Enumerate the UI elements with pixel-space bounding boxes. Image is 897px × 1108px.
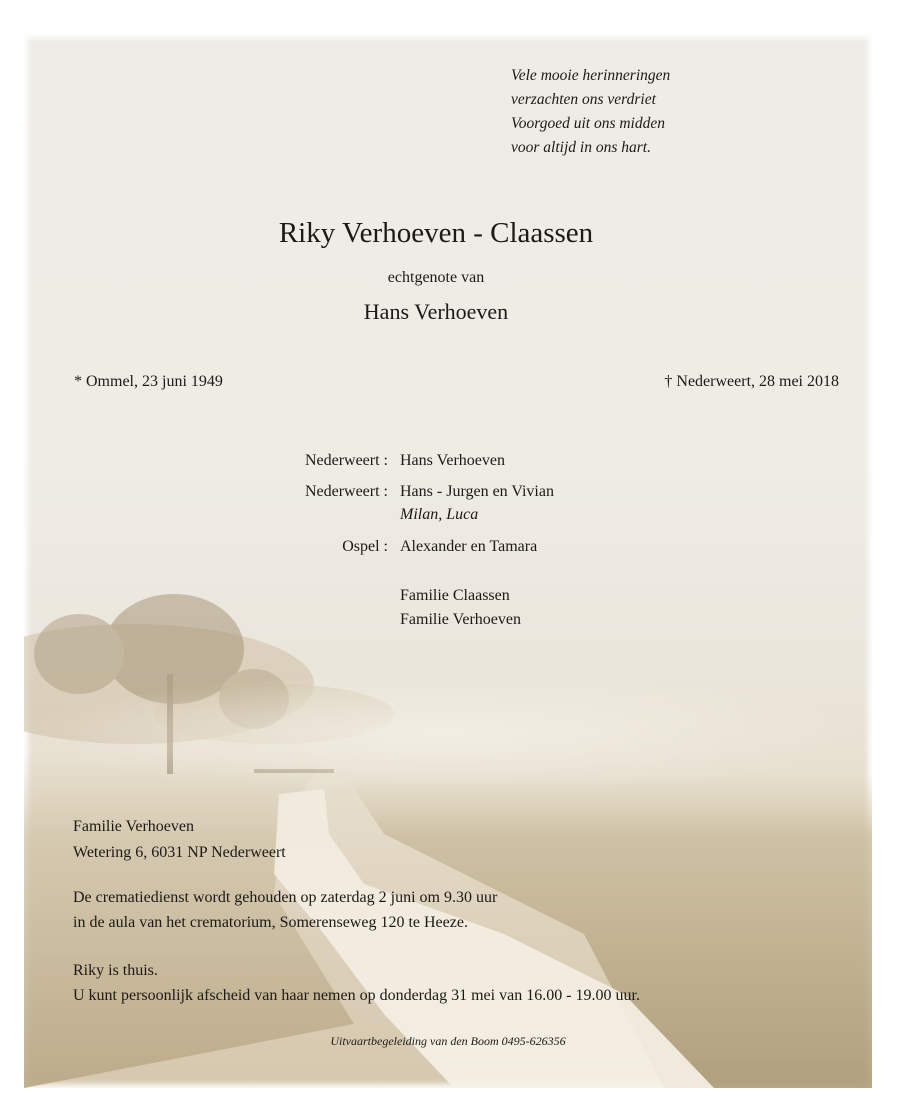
death-info: † Nederweert, 28 mei 2018 [664,373,839,390]
correspondence-name: Familie Verhoeven [73,818,195,835]
relative-place: Ospel : [342,538,388,555]
relative-place: Nederweert : [304,452,388,469]
poem-line: Voorgoed uit ons midden [511,115,665,132]
family-name: Familie Claassen [400,587,510,604]
relative-names: Hans Verhoeven [400,452,506,469]
viewing-time: U kunt persoonlijk afscheid van haar nemen op donderdag 31 mei van 16.00 - 19.00 uur. [73,987,640,1004]
birth-info: * Ommel, 23 juni 1949 [74,373,223,390]
poem-line: voor altijd in ons hart. [511,139,651,156]
relative-place: Nederweert : [304,483,388,500]
deceased-name: Riky Verhoeven - Claassen [278,217,594,249]
funeral-director: Uitvaartbegeleiding van den Boom 0495-626356 [330,1034,566,1048]
spouse-name: Hans Verhoeven [363,299,509,324]
viewing-info: Riky is thuis. [73,962,158,979]
memorial-card [24,34,872,1088]
poem-line: verzachten ons verdriet [511,91,656,108]
relative-names: Alexander en Tamara [400,538,538,555]
spouse-label: echtgenote van [387,269,485,286]
service-info: De crematiedienst wordt gehouden op zaterdag 2 juni om 9.30 uur [73,889,498,906]
relative-grandchildren: Milan, Luca [400,506,479,523]
family-name: Familie Verhoeven [400,611,522,628]
correspondence-address: Wetering 6, 6031 NP Nederweert [73,844,286,861]
service-location: in de aula van het crematorium, Somerenseweg 120 te Heeze. [73,914,468,931]
relative-names: Hans - Jurgen en Vivian [400,483,554,500]
memorial-poem [511,64,670,160]
poem-line: Vele mooie herinneringen [511,67,671,84]
